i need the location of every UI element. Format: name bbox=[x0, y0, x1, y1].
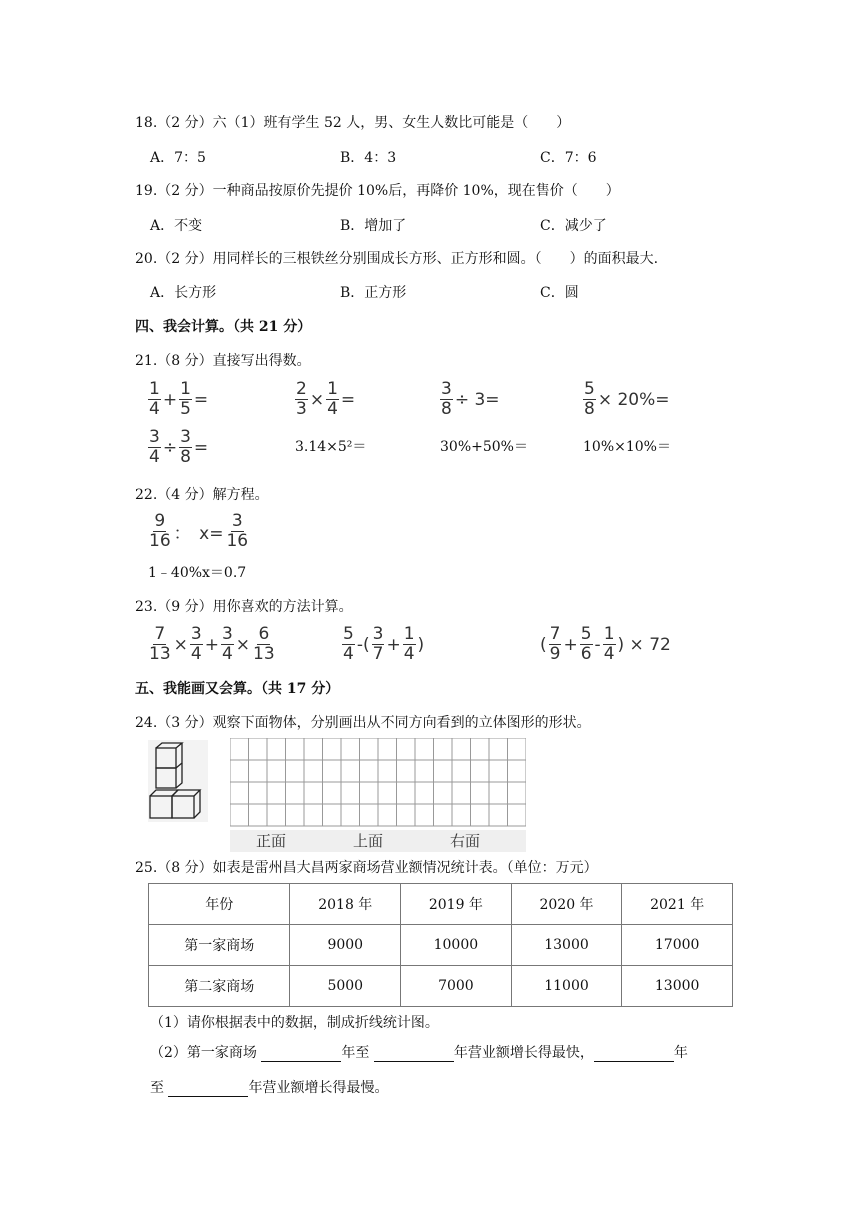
q23-expr-2: $\frac{5}{4}$ -( $\frac{3}{7}$ + $\frac{1}{4}$ ) bbox=[343, 624, 425, 664]
q21-expr-8: 10%×10%＝ bbox=[583, 439, 671, 455]
q21-expr-5: $\frac{3}{4}$ ÷ $\frac{3}{8}$ = bbox=[149, 427, 209, 467]
q18-text: 18.（2 分）六（1）班有学生 52 人，男、女生人数比可能是（ ） bbox=[135, 115, 571, 131]
q20-option-a: A．长方形 bbox=[150, 285, 217, 301]
answer-blank-1[interactable] bbox=[261, 1047, 341, 1062]
header-cell: 2021 年 bbox=[622, 884, 733, 925]
q23-expr-1: $\frac{7}{13}$ × $\frac{3}{4}$ + $\frac{3}{4}$ × $\frac{6}{13}$ bbox=[149, 624, 275, 664]
q22-equation-2: 1﹣40%x＝0.7 bbox=[148, 565, 247, 581]
q23-expr-3: ( $\frac{7}{9}$ + $\frac{5}{6}$ - $\frac{1}{4}$ ) × 72 bbox=[540, 624, 671, 664]
table-cell: 11000 bbox=[511, 966, 622, 1007]
q18-option-a: A．7：5 bbox=[150, 150, 206, 166]
table-cell: 5000 bbox=[290, 966, 401, 1007]
table-cell: 17000 bbox=[622, 925, 733, 966]
q24-text: 24.（3 分）观察下面物体，分别画出从不同方向看到的立体图形的形状。 bbox=[135, 715, 591, 731]
q20-option-b: B．正方形 bbox=[340, 285, 407, 301]
table-cell: 7000 bbox=[401, 966, 512, 1007]
q22-text: 22.（4 分）解方程。 bbox=[135, 487, 269, 503]
q21-expr-1: $\frac{1}{4}$ + $\frac{1}{5}$ = bbox=[149, 379, 209, 419]
header-cell: 2019 年 bbox=[401, 884, 512, 925]
q25-sub2-line2: 至 年营业额增长得最慢。 bbox=[150, 1080, 389, 1096]
header-cell: 年份 bbox=[149, 884, 290, 925]
q20-text: 20.（2 分）用同样长的三根铁丝分别围成长方形、正方形和圆。（ ）的面积最大. bbox=[135, 251, 659, 267]
q20-option-c: C．圆 bbox=[540, 285, 579, 301]
q21-expr-3: $\frac{3}{8}$ ÷ 3= bbox=[441, 379, 500, 419]
header-cell: 2020 年 bbox=[511, 884, 622, 925]
q25-text: 25.（8 分）如表是雷州昌大昌两家商场营业额情况统计表。（单位：万元） bbox=[135, 860, 598, 876]
table-cell: 13000 bbox=[622, 966, 733, 1007]
table-cell: 13000 bbox=[511, 925, 622, 966]
q25-sub2-line1: （2）第一家商场 年至 年营业额增长得最快， 年 bbox=[150, 1045, 688, 1061]
q21-expr-6: 3.14×5²＝ bbox=[295, 439, 367, 455]
q21-text: 21.（8 分）直接写出得数。 bbox=[135, 353, 311, 369]
q19-option-a: A．不变 bbox=[150, 218, 203, 234]
answer-blank-2[interactable] bbox=[374, 1047, 454, 1062]
q18-option-c: C．7：6 bbox=[540, 150, 597, 166]
q21-expr-7: 30%+50%＝ bbox=[440, 439, 528, 455]
view-label-top: 上面 bbox=[353, 832, 384, 850]
table-cell: 第二家商场 bbox=[149, 966, 290, 1007]
cube-figure bbox=[148, 740, 208, 822]
table-cell: 9000 bbox=[290, 925, 401, 966]
q18-option-b: B．4：3 bbox=[340, 150, 397, 166]
q22-equation-1: $\frac{9}{16}$ ： x= $\frac{3}{16}$ bbox=[149, 511, 249, 551]
q21-expr-2: $\frac{2}{3}$ × $\frac{1}{4}$ = bbox=[296, 379, 356, 419]
section-5-heading: 五、我能画又会算。（共 17 分） bbox=[135, 681, 340, 697]
table-cell: 10000 bbox=[401, 925, 512, 966]
table-header-row bbox=[149, 884, 733, 925]
view-label-front: 正面 bbox=[256, 832, 287, 850]
view-label-right: 右面 bbox=[450, 832, 481, 850]
q19-option-c: C．减少了 bbox=[540, 218, 607, 234]
q21-expr-4: $\frac{5}{8}$ × 20%= bbox=[584, 379, 670, 419]
q23-text: 23.（9 分）用你喜欢的方法计算。 bbox=[135, 599, 353, 615]
header-cell: 2018 年 bbox=[290, 884, 401, 925]
table-cell: 第一家商场 bbox=[149, 925, 290, 966]
answer-blank-4[interactable] bbox=[168, 1082, 248, 1097]
answer-blank-3[interactable] bbox=[594, 1047, 674, 1062]
revenue-table bbox=[148, 883, 733, 1007]
section-4-heading: 四、我会计算。（共 21 分） bbox=[135, 319, 312, 335]
table-row bbox=[149, 925, 733, 966]
q25-sub1: （1）请你根据表中的数据，制成折线统计图。 bbox=[150, 1015, 439, 1031]
q19-option-b: B．增加了 bbox=[340, 218, 407, 234]
q19-text: 19.（2 分）一种商品按原价先提价 10%后，再降价 10%，现在售价（ ） bbox=[135, 183, 620, 199]
table-row bbox=[149, 966, 733, 1007]
